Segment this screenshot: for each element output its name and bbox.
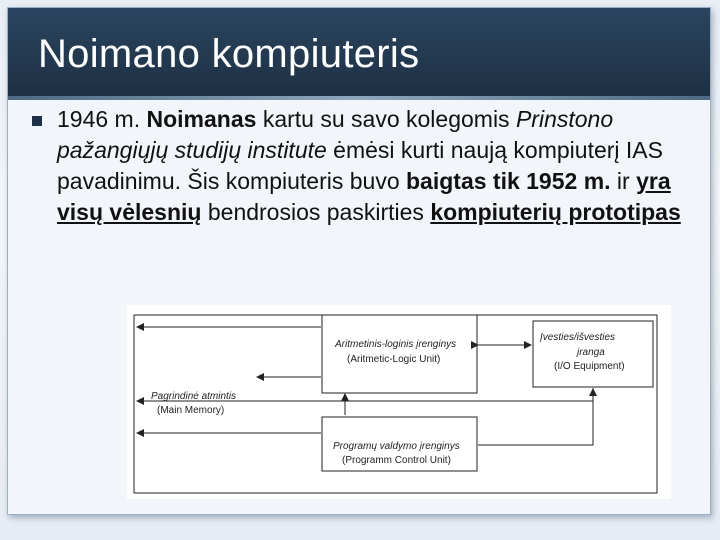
io-label: Įvesties/išvesties <box>540 332 616 343</box>
bullet-institute: Prinstono pažangiųjų studijų institute <box>57 106 614 163</box>
control-label-en: (Programm Control Unit) <box>342 455 451 466</box>
bullet-seg-9: bendrosios paskirties <box>201 199 431 225</box>
bullet-seg-5: ėmėsi kurti naują kompiuterį IAS pavadinimu. Šis kompiuteris buvo <box>57 137 663 194</box>
io-label-2: įranga <box>577 347 605 358</box>
bullet-noimanas: Noimanas <box>146 106 257 132</box>
bullet-all-later: yra visų vėlesnių <box>57 168 671 225</box>
alu-label: Aritmetinis-loginis įrenginys <box>335 339 457 350</box>
bullet-seg-3: kartu su savo kolegomis <box>256 106 516 132</box>
memory-label: Pagrindinė atmintis <box>151 391 237 402</box>
memory-label-en: (Main Memory) <box>157 405 225 416</box>
bullet-seg-1: 1946 m. <box>57 106 147 132</box>
bullet-prototype: kompiuterių prototipas <box>430 199 681 225</box>
title-bar <box>8 8 710 100</box>
bullet-seg-7: ir <box>610 168 637 194</box>
bullet-completed-year: baigtas tik 1952 m. <box>406 168 611 194</box>
io-label-en: (I/O Equipment) <box>554 361 625 372</box>
bullet-text <box>57 104 697 228</box>
bullet-square-icon <box>32 116 42 126</box>
alu-label-en: (Aritmetic-Logic Unit) <box>347 354 441 365</box>
von-neumann-diagram <box>127 305 671 499</box>
slide-title: Noimano kompiuteris <box>38 32 420 76</box>
control-label: Programų valdymo įrenginys <box>333 441 460 452</box>
